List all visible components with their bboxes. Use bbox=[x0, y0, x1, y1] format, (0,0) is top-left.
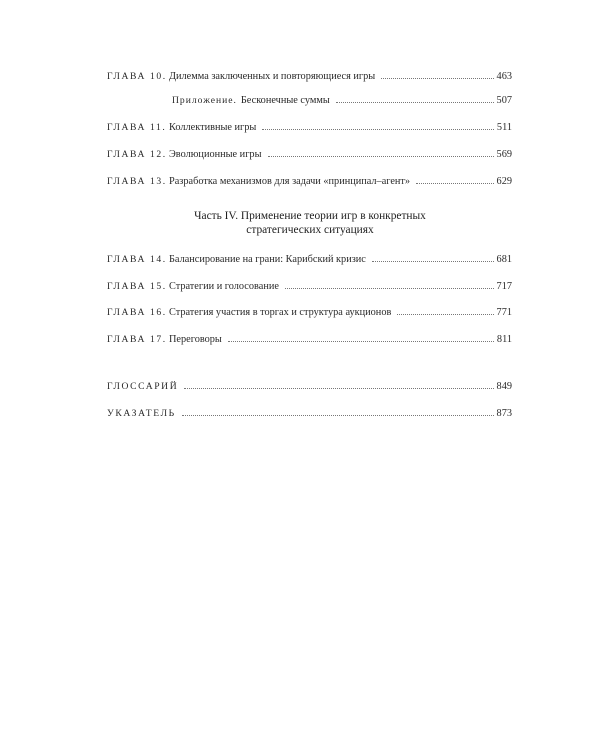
toc-entry[interactable] bbox=[107, 148, 512, 161]
entry-title: Бесконечные суммы bbox=[240, 95, 330, 106]
entry-title: Балансирование на грани: Карибский кризис bbox=[169, 254, 366, 265]
dot-leader bbox=[228, 341, 494, 342]
toc-entry[interactable] bbox=[107, 121, 512, 134]
entry-title: Эволюционные игры bbox=[169, 149, 262, 160]
toc-entry[interactable] bbox=[107, 333, 512, 346]
chapter-label: ГЛАВА 10. bbox=[107, 71, 167, 82]
toc-entry[interactable] bbox=[107, 306, 512, 319]
dot-leader bbox=[262, 129, 494, 130]
page-number: 849 bbox=[496, 381, 512, 392]
chapter-label: ГЛАВА 12. bbox=[107, 149, 167, 160]
entry-title: Разработка механизмов для задачи «принципал–агент» bbox=[169, 176, 411, 187]
entry-title: Коллективные игры bbox=[169, 122, 257, 133]
toc-entry[interactable] bbox=[107, 94, 512, 107]
chapter-label: ГЛАВА 11. bbox=[107, 122, 167, 133]
page-number: 811 bbox=[496, 334, 512, 345]
page-number: 629 bbox=[496, 176, 512, 187]
index-label: УКАЗАТЕЛЬ bbox=[107, 408, 176, 419]
chapter-label: ГЛАВА 15. bbox=[107, 281, 167, 292]
appendix-label: Приложение. bbox=[172, 95, 237, 106]
dot-leader bbox=[372, 261, 494, 262]
page-number: 569 bbox=[496, 149, 512, 160]
part-heading-line-2: стратегических ситуациях bbox=[246, 224, 374, 236]
dot-leader bbox=[285, 288, 494, 289]
chapter-label: ГЛАВА 13. bbox=[107, 176, 167, 187]
page-number: 511 bbox=[496, 122, 512, 133]
page-number: 717 bbox=[496, 281, 512, 292]
glossary-label: ГЛОССАРИЙ bbox=[107, 381, 179, 392]
entry-title: Переговоры bbox=[169, 334, 222, 345]
chapter-label: ГЛАВА 14. bbox=[107, 254, 167, 265]
toc-entry[interactable] bbox=[107, 70, 512, 83]
entry-title: Дилемма заключенных и повторяющиеся игры bbox=[169, 71, 376, 82]
entry-title: Стратегия участия в торгах и структура аукционов bbox=[169, 307, 392, 318]
page-number: 771 bbox=[496, 307, 512, 318]
chapter-label: ГЛАВА 17. bbox=[107, 334, 167, 345]
page-number: 681 bbox=[496, 254, 512, 265]
toc-entry[interactable] bbox=[107, 253, 512, 266]
toc-entry-index[interactable] bbox=[107, 407, 512, 420]
dot-leader bbox=[381, 78, 493, 79]
page-number: 507 bbox=[496, 95, 512, 106]
dot-leader bbox=[182, 415, 494, 416]
toc-entry[interactable] bbox=[107, 175, 512, 188]
page-number: 873 bbox=[496, 408, 512, 419]
part-heading-line-1: Часть IV. Применение теории игр в конкретных bbox=[194, 210, 426, 222]
part-heading[interactable] bbox=[150, 209, 470, 237]
dot-leader bbox=[268, 156, 494, 157]
page-number: 463 bbox=[496, 71, 512, 82]
dot-leader bbox=[184, 388, 493, 389]
toc-entry[interactable] bbox=[107, 280, 512, 293]
entry-title: Стратегии и голосование bbox=[169, 281, 279, 292]
dot-leader bbox=[336, 102, 494, 103]
toc-entry-glossary[interactable] bbox=[107, 380, 512, 393]
dot-leader bbox=[416, 183, 493, 184]
dot-leader bbox=[397, 314, 493, 315]
chapter-label: ГЛАВА 16. bbox=[107, 307, 167, 318]
